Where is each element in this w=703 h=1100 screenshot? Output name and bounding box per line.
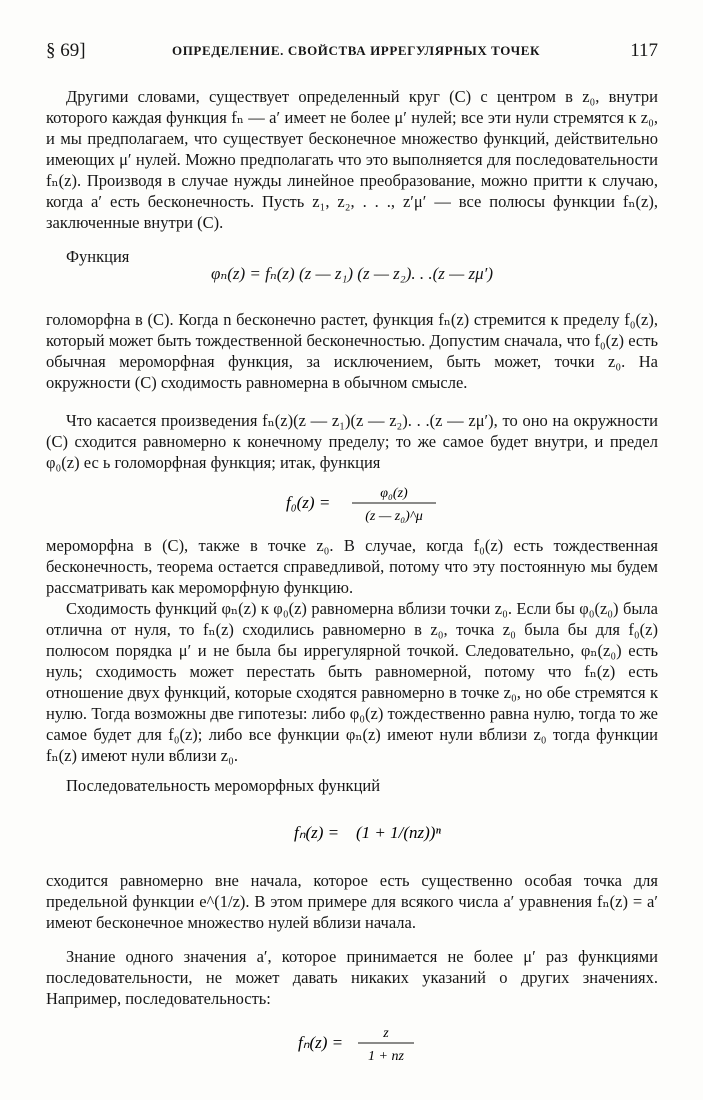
- paragraph-5: мероморфна в (C), также в точке z₀. В случае, когда f₀(z) есть тождественная бесконечность, теорема остается справедливой, потому что эту постоянную мы будем рассматривать как мероморфную функцию.: [46, 536, 658, 597]
- paragraph-8: сходится равномерно вне начала, которое есть существенно особая точка для предельной функции e^(1/z). В этом примере для всякого числа a′ уравнения fₙ(z) = a′ имеют бесконечное множество нулей вблизи начала.: [46, 871, 658, 932]
- chapter-title: ОПРЕДЕЛЕНИЕ. СВОЙСТВА ИРРЕГУЛЯРНЫХ ТОЧЕК: [172, 43, 541, 58]
- section-number: § 69]: [46, 40, 86, 61]
- formula-f0-lhs: f₀(z) =: [286, 493, 331, 512]
- formula-fn-exp: [46, 808, 658, 858]
- formula-fn-exp-body: (1 + 1/(nz))ⁿ: [356, 823, 441, 842]
- paragraph-6: Сходимость функций φₙ(z) к φ₀(z) равномерна вблизи точки z₀. Если бы φ₀(z₀) была отлична от нуля, то fₙ(z) сходились равномерно в z₀, точка z₀ была бы для f₀(z) полюсом порядка μ′ и не была бы иррегулярной точкой. Следовательно, φₙ(z₀) есть нуль; сходимость может перестать быть равномерной, потому что fₙ(z) есть отношение двух функций, которые сходятся равномерно в точке z₀, но обе стремятся к нулю. Тогда возможны две гипотезы: либо φ₀(z) тождественно равна нулю, тогда то же самое будет для f₀(z); либо все функции φₙ(z) имеют нули вблизи z₀ тогда функции fₙ(z) имеют нули вблизи z₀.: [46, 599, 658, 765]
- formula-f0-svg: [46, 478, 658, 528]
- formula-fn-rational: [46, 1018, 658, 1068]
- paragraph-7: Последовательность мероморфных функций: [66, 776, 381, 795]
- formula-f0-fraction: [46, 478, 658, 528]
- formula-phi-n: φₙ(z) = fₙ(z) (z — z₁) (z — z₂). . .(z — zμ′): [210, 264, 494, 283]
- formula-fn-rational-denominator: 1 + nz: [368, 1049, 404, 1064]
- paragraph-2: Функция: [66, 247, 130, 266]
- page-number: 117: [630, 40, 658, 61]
- formula-fn-rational-lhs: fₙ(z) =: [298, 1033, 344, 1052]
- formula-fn-exp-lhs: fₙ(z) =: [294, 823, 340, 842]
- paragraph-3: голоморфна в (C). Когда n бесконечно растет, функция fₙ(z) стремится к пределу f₀(z), который может быть тождественной бесконечностью. Допустим сначала, что f₀(z) есть обычная мероморфная функция, за исключением, быть может, точки z₀. На окружности (C) сходимость равномерна в обычном смысле.: [46, 310, 658, 392]
- paragraph-1: Другими словами, существует определенный круг (C) с центром в z₀, внутри которого каждая функция fₙ — a′ имеет не более μ′ нулей; все эти нули стремятся к z₀, и мы предполагаем, что существует бесконечное множество функций, действительно имеющих μ′ нулей. Можно предполагать что это выполняется для последовательности fₙ(z). Производя в случае нужды линейное преобразование, можно притти к случаю, когда a′ есть бесконечность. Пусть z₁, z₂, . . ., z′μ′ — все полюсы функции fₙ(z), заключенные внутри (C).: [46, 87, 658, 232]
- formula-fn-exp-svg: [46, 808, 658, 858]
- formula-f0-numerator: φ₀(z): [380, 486, 408, 501]
- paragraph-9: Знание одного значения a′, которое принимается не более μ′ раз функциями последовательности, не может давать никаких указаний о других значениях. Например, последовательность:: [46, 947, 658, 1008]
- paragraph-4: Что касается произведения fₙ(z)(z — z₁)(z — z₂). . .(z — zμ′), то оно на окружности (C) сходится равномерно к конечному пределу; то же самое будет внутри, и предел φ₀(z) ес ь голоморфная функция; итак, функция: [46, 411, 658, 472]
- formula-fn-rational-svg: [46, 1018, 658, 1068]
- formula-fn-rational-numerator: z: [383, 1026, 389, 1041]
- running-header: [46, 40, 658, 66]
- formula-f0-denominator: (z — z₀)^μ: [365, 509, 423, 524]
